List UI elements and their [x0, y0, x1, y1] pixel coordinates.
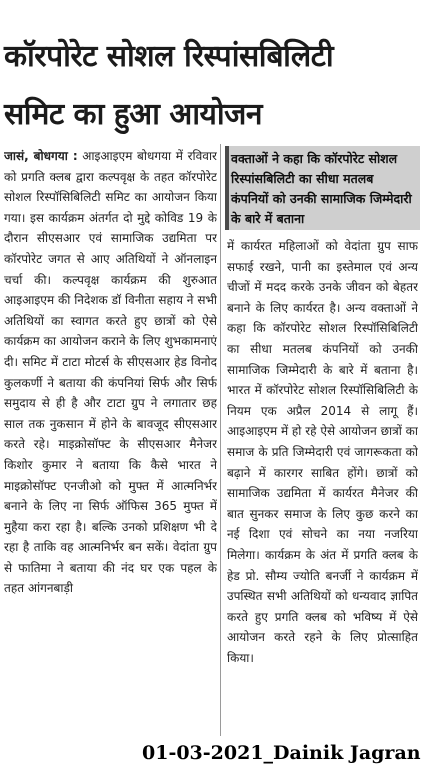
article-column-left — [4, 146, 217, 732]
article-body-left: आइआइएम बोधगया में रविवार को प्रगति क्लब द्वारा कल्पवृक्ष के तहत कॉरपोरेट सोशल रिस्पॉसिबिलिटी समिट का आयोजन किया गया। इस कार्यक्रम अंतर्गत दो मुद्दे कोविड 19 के दौरान सीएसआर एवं सामाजिक उद्यमिता पर कॉरपोरेट जगत से आए अतिथियों ने ऑनलाइन चर्चा की। कल्पवृक्ष कार्यक्रम की शुरुआत आइआइएम की निदेशक डॉ विनीता सहाय ने सभी अतिथियों का स्वागत करते हुए छात्रों को ऐसे कार्यक्रम का आयोजन कराने के लिए शुभकामनाएं दी। समिट में टाटा मोटर्स के सीएसआर हेड विनोद कुलकर्णी ने बताया की कंपनियां सिर्फ और सिर्फ समुदाय से ही है और टाटा ग्रुप ने लगातार छह साल तक नुकसान में होने के बावजूद सीएसआर करते रहे। माइक्रोसॉफ्ट के सीएसआर मैनेजर किशोर कुमार ने बताया कि कैसे भारत ने माइक्रोसॉफ्ट एनजीओ को मुफ्त में आत्मनिर्भर बनाने के लिए ना सिर्फ ऑफिस 365 मुफ्त में मुहैया करा रहा है। बल्कि उनको प्रशिक्षण भी दे रहा है ताकि वह आत्मनिर्भर बन सकें। वेदांता ग्रुप से फातिमा ने बताया की नंद घर एक पहल के तहत आंगनबाड़ी — [4, 149, 217, 596]
headline-line-2: समिट का हुआ आयोजन — [4, 97, 263, 132]
article-body-right: में कार्यरत महिलाओं को वेदांता ग्रुप साफ सफाई रखने, पानी का इस्तेमाल एवं अन्य चीजों में मदद करके उनके जीवन को बेहतर बनाने के लिए कार्यरत है। अन्य वक्ताओं ने कहा कि कॉरपोरेट सोशल रिस्पॉसिबिलिटी का सीधा मतलब कंपनियों को उनकी सामाजिक जिम्मेदारी के बारे में बताना है। भारत में कॉरपोरेट सोशल रिस्पॉसिबिलिटी के नियम एक अप्रैल 2014 से लागू हैं। आइआइएम में हो रहे ऐसे आयोजन छात्रों का समाज के प्रति जिम्मेदारी एवं जागरूकता को बढ़ाने में कारगर साबित होंगे। छात्रों को सामाजिक उद्यमिता में कार्यरत मैनेजर की बात सुनकर समाज के लिए कुछ करने का नई दिशा एवं सोचने का नया नजरिया मिलेगा। कार्यक्रम के अंत में प्रगति क्लब के हेड प्रो. सौम्य ज्योति बनर्जी ने कार्यक्रम में उपस्थित सभी अतिथियों को धन्यवाद ज्ञापित करते हुए प्रगति क्लब को भविष्य में ऐसे आयोजन करते रहने के लिए प्रोत्साहित किया। — [227, 239, 418, 665]
article-column-right — [227, 236, 418, 734]
dateline: जासं, बोधगया : — [4, 149, 78, 163]
pull-quote-text: वक्ताओं ने कहा कि कॉरपोरेट सोशल रिस्पांसबिलिटी का सीधा मतलब कंपनियों को उनकी सामाजिक जिम्मेदारी के बारे में बताना — [231, 151, 412, 226]
headline — [4, 28, 420, 144]
column-divider — [220, 144, 221, 736]
headline-line-1: कॉरपोरेट सोशल रिस्पांसबिलिटी — [4, 39, 334, 74]
pull-quote — [225, 146, 420, 230]
source-date-caption: 01-03-2021_Dainik Jagran — [142, 742, 421, 764]
